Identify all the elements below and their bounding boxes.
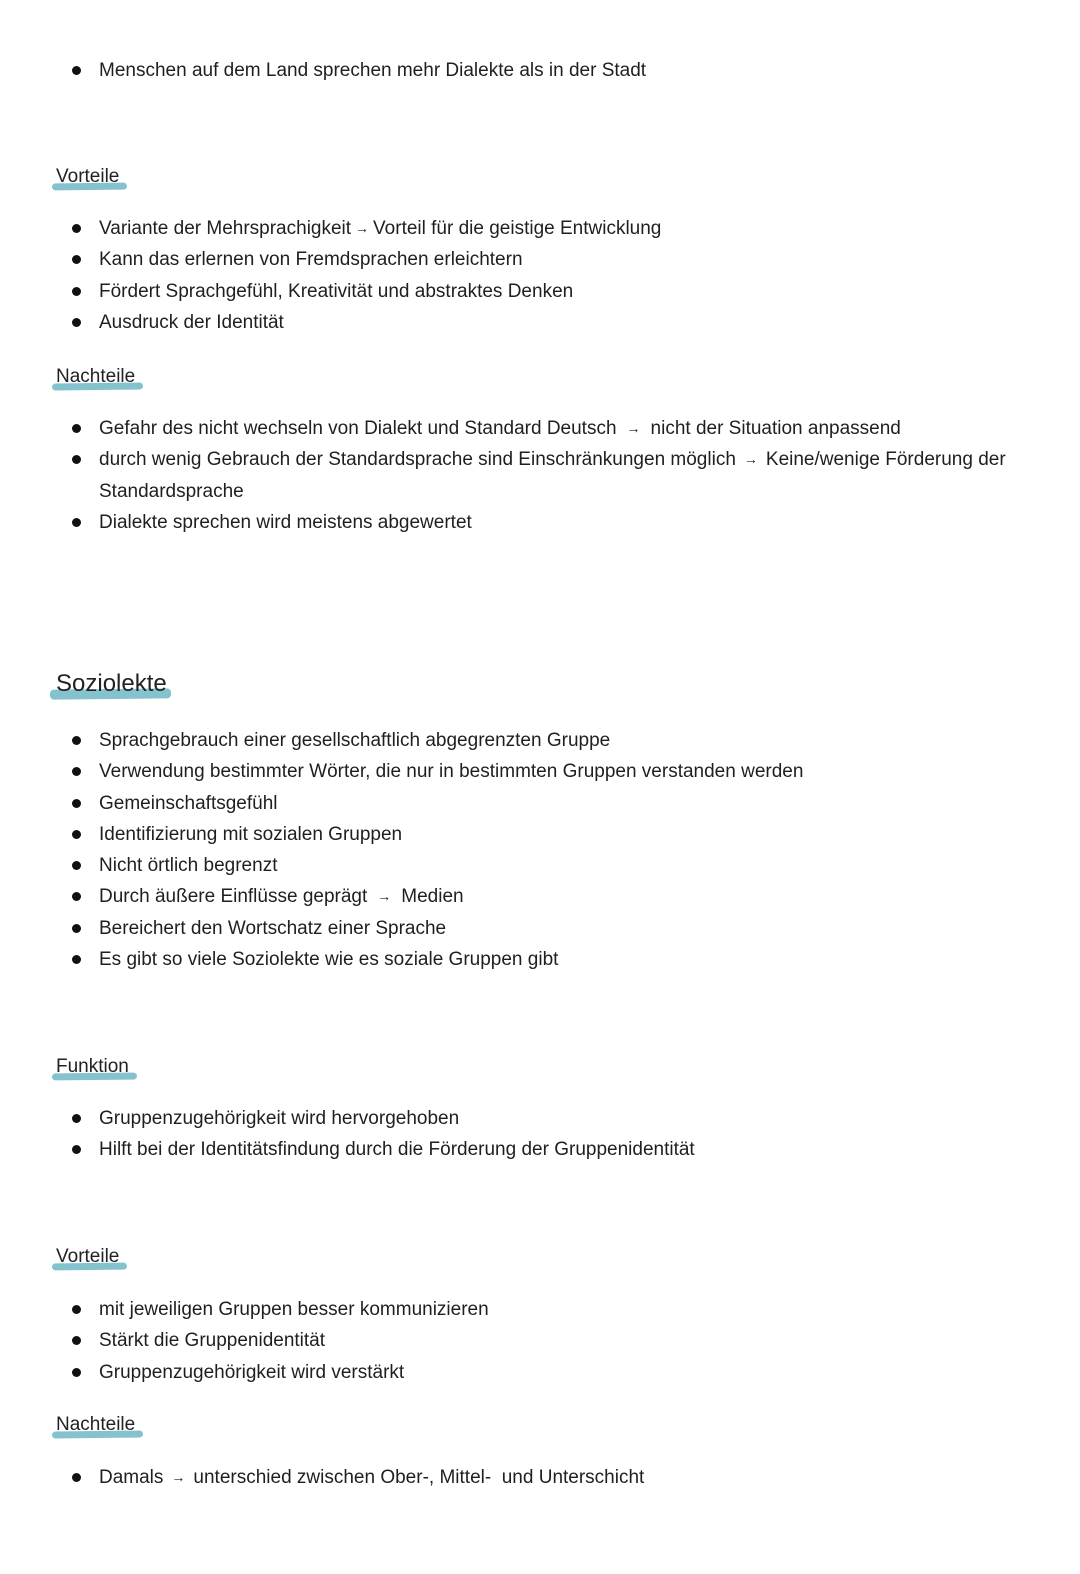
bullet-icon — [72, 892, 81, 901]
list-item: Identifizierung mit sozialen Gruppen — [70, 819, 1030, 850]
section-heading-soziolekt-nachteile: Nachteile — [56, 1414, 135, 1436]
bullet-icon — [72, 924, 81, 933]
bullet-icon — [72, 287, 81, 296]
soziolekt-vorteile-list — [70, 1294, 1030, 1388]
bullet-icon — [72, 1368, 81, 1377]
arrow-right-icon: → — [743, 451, 758, 468]
list-item: Gruppenzugehörigkeit wird verstärkt — [70, 1357, 1030, 1388]
bullet-icon — [72, 799, 81, 808]
funktion-list — [70, 1103, 1030, 1166]
section-heading-funktion: Funktion — [56, 1056, 129, 1078]
list-item: Ausdruck der Identität — [70, 307, 1030, 338]
section-heading-dialekt-vorteile: Vorteile — [56, 166, 119, 188]
bullet-icon — [72, 255, 81, 264]
list-item: Variante der Mehrsprachigkeit → Vorteil für die geistige Entwicklung — [70, 213, 1030, 244]
list-item: Hilft bei der Identitätsfindung durch die Förderung der Gruppenidentität — [70, 1134, 1030, 1165]
bullet-icon — [72, 318, 81, 327]
list-item: Es gibt so viele Soziolekte wie es soziale Gruppen gibt — [70, 944, 1030, 975]
section-heading-soziolekt-vorteile: Vorteile — [56, 1246, 119, 1268]
list-item: Stärkt die Gruppenidentität — [70, 1325, 1030, 1356]
list-item: Durch äußere Einflüsse geprägt → Medien — [70, 881, 1030, 912]
list-item: Fördert Sprachgefühl, Kreativität und abstraktes Denken — [70, 276, 1030, 307]
bullet-icon — [72, 736, 81, 745]
list-item: Gruppenzugehörigkeit wird hervorgehoben — [70, 1103, 1030, 1134]
list-item: mit jeweiligen Gruppen besser kommunizieren — [70, 1294, 1030, 1325]
list-item: Damals → unterschied zwischen Ober-, Mittel- und Unterschicht — [70, 1462, 1030, 1493]
bullet-icon — [72, 955, 81, 964]
list-item: Kann das erlernen von Fremdsprachen erleichtern — [70, 244, 1030, 275]
page-title-soziolekte: Soziolekte — [56, 670, 167, 698]
section-heading-dialekt-nachteile: Nachteile — [56, 366, 135, 388]
bullet-icon — [72, 66, 81, 75]
list-item: durch wenig Gebrauch der Standardsprache sind Einschränkungen möglich → Keine/wenige Förderung der Standardsprache — [70, 444, 1030, 507]
bullet-icon — [72, 861, 81, 870]
bullet-icon — [72, 455, 81, 464]
list-item: Nicht örtlich begrenzt — [70, 850, 1030, 881]
intro-list — [70, 55, 1030, 86]
bullet-icon — [72, 1336, 81, 1345]
arrow-right-icon: → — [626, 420, 641, 436]
list-item: Dialekte sprechen wird meistens abgewertet — [70, 507, 1030, 538]
bullet-icon — [72, 1305, 81, 1314]
list-item: Gefahr des nicht wechseln von Dialekt und Standard Deutsch → nicht der Situation anpassend — [70, 413, 1030, 444]
arrow-right-icon: → — [377, 888, 392, 905]
soziolekt-nachteile-list — [70, 1462, 1030, 1493]
dialekt-nachteile-list — [70, 413, 1030, 538]
bullet-icon — [72, 1145, 81, 1154]
arrow-right-icon: → — [171, 1469, 186, 1485]
list-item: Menschen auf dem Land sprechen mehr Dialekte als in der Stadt — [70, 55, 1030, 86]
soziolekte-list — [70, 725, 1030, 975]
bullet-icon — [72, 424, 81, 433]
list-item: Gemeinschaftsgefühl — [70, 788, 1030, 819]
dialekt-vorteile-list — [70, 213, 1030, 338]
bullet-icon — [72, 518, 81, 527]
bullet-icon — [72, 224, 81, 233]
arrow-right-icon: → — [355, 220, 370, 236]
bullet-icon — [72, 1114, 81, 1123]
list-item: Sprachgebrauch einer gesellschaftlich abgegrenzten Gruppe — [70, 725, 1030, 756]
bullet-icon — [72, 767, 81, 776]
bullet-icon — [72, 1473, 81, 1482]
list-item: Bereichert den Wortschatz einer Sprache — [70, 913, 1030, 944]
bullet-icon — [72, 830, 81, 839]
list-item: Verwendung bestimmter Wörter, die nur in bestimmten Gruppen verstanden werden — [70, 756, 1030, 787]
